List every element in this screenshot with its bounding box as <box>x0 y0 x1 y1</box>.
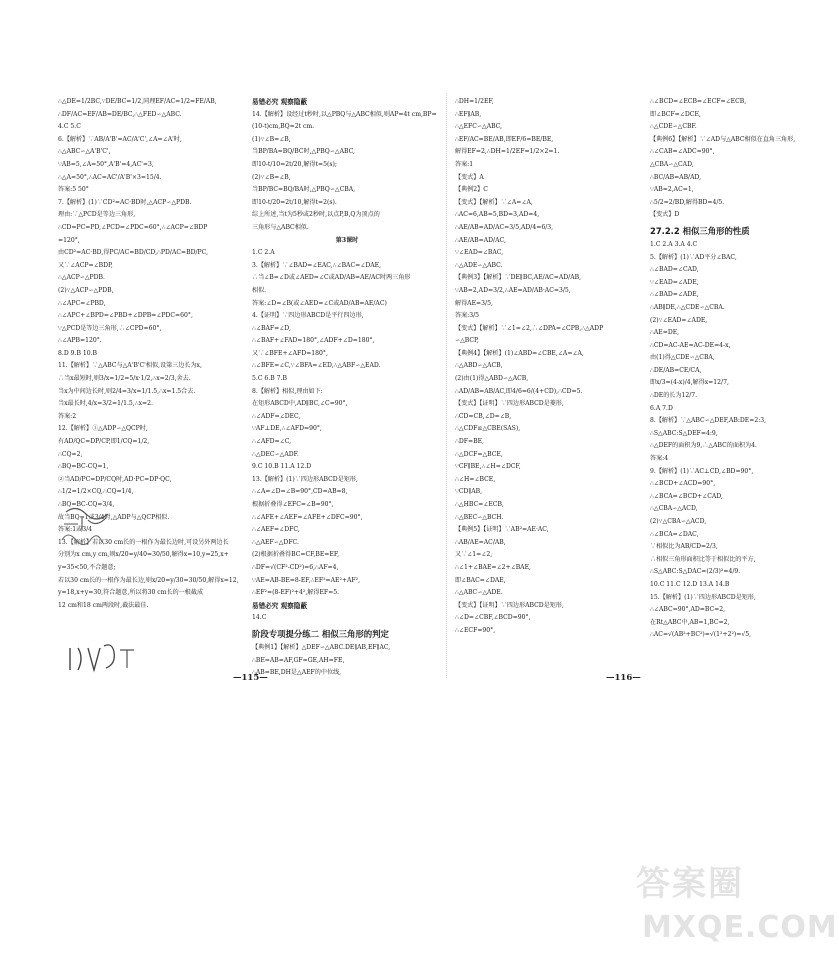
answer-line: 当x为中间边长时,则2/4=3/x=1/1.5,∴x=1.5合去. <box>58 387 196 395</box>
page-number-right: —116— <box>606 673 641 683</box>
answer-line: ∵∠EAD=∠BAC, <box>455 249 504 257</box>
answer-line: 三角形与△ABC相似. <box>252 223 309 231</box>
answer-line: ∴△HBC=∠ECB, <box>455 501 504 508</box>
answer-line: ∴△DE=1/2BC,∵DE/BC=1/2,同理EF/AC=1/2=FE/AB, <box>58 98 217 105</box>
answer-line: ∴△ABC∽△A'B'C', <box>58 148 111 156</box>
answer-line: 答案:3/5 <box>455 312 480 320</box>
answer-line: ∴1/2=1/2×CQ,∴CQ=1/4, <box>58 488 134 496</box>
answer-line: ∴△A=50°,∴AC=AC'/A'B'×3=15/4. <box>58 173 162 181</box>
answer-line: 【变式】【证明】∵四边形ABCD是菱形, <box>455 400 564 408</box>
watermark-logo <box>636 856 838 954</box>
answer-line: ∴∠ECF=90°, <box>455 626 496 634</box>
answer-line: ∵AB=5,∠A=50°,A'B'=4,AC'=3, <box>58 160 154 168</box>
answer-line: 9.C 10.B 11.A 12.D <box>252 463 312 471</box>
answer-line: 易错必究 观察隐蔽 <box>252 98 308 106</box>
watermark-top-text: 答案圈 <box>636 864 744 904</box>
answer-line: ∴△AEF∽△DFC. <box>252 538 299 546</box>
answer-line: ∴△ABC∽△ADE. <box>455 589 503 597</box>
answer-line: ∴AB/AE=AC/AB, <box>455 538 506 546</box>
answer-line: 【变式】【解析】∵∠1=∠2,∴∠DPA=∠CPB,∴△ADP <box>455 324 604 332</box>
answer-line: △CBA∽△CAD, <box>650 160 694 168</box>
answer-line: 在矩形ABCD中,AD∥BC,∠C=90°, <box>252 400 348 408</box>
answer-line: 答案:5 50° <box>58 186 89 194</box>
answer-line: ∴△ABD∽△ACB, <box>455 362 503 370</box>
answer-line: ∴∠BCA=∠BCD+∠CAD, <box>650 492 723 500</box>
answer-line: ∴BQ=BC-CQ=3/4, <box>58 501 115 508</box>
answer-line: (2)∵△CBA∽△ACD, <box>650 518 707 525</box>
answer-line: 相似. <box>252 286 267 294</box>
answer-line: 13.【解析】若以30 cm长的一根作为最长边时,可设另外两边长 <box>58 538 229 546</box>
answer-line: 易错必究 观察隐蔽 <box>252 601 308 610</box>
answer-line: ∴∠BAD=∠ADE, <box>650 291 699 299</box>
answer-line: ∴△CDF≌△CBE(SAS), <box>455 425 521 433</box>
answer-line: ②当AD/PC=DP/CQ时,AD·PC=DP·QC, <box>58 475 172 483</box>
answer-line: 当BP/BA=BQ/BC时,△PBQ∽△ABC, <box>252 148 355 156</box>
answer-line: 1.C 2.A 3.A 4.C <box>650 240 698 248</box>
answer-line: ∴∠1+∠BAE=∠2+∠BAE, <box>455 563 531 571</box>
answer-line: 答案:∠D=∠B(或∠AED=∠C或AD/AB=AE/AC) <box>252 299 387 307</box>
answer-line: 14.【解析】设经过t秒时,以△PBQ与△ABC相似,则AP=4t cm,BP= <box>252 110 437 118</box>
answer-line: (2)根据折叠得BC=CF,BE=EF, <box>252 551 340 559</box>
answer-line: ∴CQ=2, <box>58 450 83 458</box>
answer-line: ∽△BCP, <box>455 337 479 345</box>
answer-line: 故当BQ=1或3/4时,△ADP与△QCP相似. <box>58 513 170 521</box>
answer-line: ∴S△ABC:S△DAC=(2/3)²=4/9. <box>650 568 741 576</box>
page-number-left: —115— <box>233 673 268 683</box>
answer-line: 13.【解析】(1)∵四边形ABCD是矩形, <box>252 475 358 483</box>
answer-line: y=18,x+y=30,符合题意,所以将30 cm长的一根截成 <box>58 589 204 597</box>
answer-line: 6.A 7.D <box>650 404 673 412</box>
watermark-bottom-text: MXQE.COM <box>642 910 838 945</box>
answer-line: 9.【解析】(1)∵AC⊥CD,∠BD=90°, <box>650 467 754 475</box>
answer-line: ∴EF/AC=BE/AB,即EF/6=BE/BE, <box>455 135 554 143</box>
answer-line: ∴∠APB=120°. <box>58 337 102 345</box>
column-divider <box>446 93 447 678</box>
answer-line: ∴AE/AB=AD/AC=3/5,AD/4=6/3, <box>455 223 554 231</box>
answer-line: 15.【解析】(1)∵四边形ABCD是矩形, <box>650 593 756 601</box>
answer-line: ∴△DEF的面积为9,∴△ABC的面积为4. <box>650 442 757 450</box>
answer-line: 即∠BCF=∠DCE, <box>650 110 701 118</box>
answer-line: ∴AC=√(AB²+BC²)=√(1²+2²)=√5, <box>650 631 752 639</box>
answer-line: 8.【解析】∵△ABC∽△DEF,AB:DE=2:3, <box>650 417 767 425</box>
answer-line: 10.C 11.C 12.D 13.A 14.B <box>650 580 730 588</box>
answer-line: 【典例6】【解析】∵∠AD与△ABC相似在直角三角形, <box>650 135 796 143</box>
answer-line: ∴EF∥AB, <box>455 110 482 118</box>
answer-line: 解得EF=2,∴DH=1/2EF=1/2×2=1. <box>455 148 560 156</box>
answer-line: 7.【解析】(1)∵CD²=AC·BD时,△ACP∽△PDB. <box>58 198 192 206</box>
answer-line: ∴BE=AB=AF,GF=GE,AH=FE, <box>252 656 345 664</box>
answer-line: 12 cm和18 cm两段时,截法最佳. <box>58 601 149 609</box>
answer-line: 6.【解析】∵AB/A'B'=AC/A'C',∠A=∠A'时, <box>58 135 182 143</box>
answer-line: 即10-t/10=2t/20,解得t=5(s); <box>252 160 337 168</box>
answer-line: ∴∠ADF=∠DEC, <box>252 412 301 420</box>
answer-line: ∴CD=PC=PD,∠PCD=∠PDC=60°,∴∠ACP=∠BDP <box>58 223 208 231</box>
answer-line: y=35<50,不合题意; <box>58 563 116 571</box>
answer-line: (2)∵△ACP∽△PDB, <box>58 286 114 294</box>
answer-line: 8.D 9.B 10.B <box>58 349 98 357</box>
answer-line: ∴∠BAD=∠CAD, <box>650 266 699 274</box>
answer-line: 8.【解析】相似,理由如下: <box>252 387 323 395</box>
answer-line: 根据折叠得∠EFC=∠B=90°, <box>252 501 334 508</box>
answer-line: ∴AE=DE, <box>650 329 680 337</box>
answer-line: ∴∠ABC=90°,AD=BC=2, <box>650 606 726 614</box>
answer-line: 【典例1】【解析】△DEF∽△ABC.DE∥AB,EF∥AC, <box>252 643 391 651</box>
answer-line: 综上所述,当t为5秒或2秒时,以点P,B,Q为顶点的 <box>252 211 380 219</box>
answer-line: 【变式】A <box>455 173 484 181</box>
answer-line: ∴∠BAF+∠FAD=180°,∠ADF+∠D=180°, <box>252 337 375 345</box>
answer-line: ∴△ADE∽△ABC. <box>455 261 503 269</box>
answer-line: 1.C 2.A <box>252 249 275 257</box>
answer-line: 分别为x cm,y cm,则x/20=y/40=30/50,解得x=10,y=25,x+ <box>58 551 229 559</box>
answer-line: ∴△ACP∽△PDB. <box>58 274 105 282</box>
answer-line: 在Rt△ABC中,AB=1,BC=2, <box>650 618 730 626</box>
answer-line: ∵AB=2,AC=1, <box>650 186 694 194</box>
handwriting-marks <box>60 500 170 680</box>
answer-line: ∴∠AFE+∠AEF=∠AFE+∠DFC=90°, <box>252 513 363 521</box>
answer-line: ∴∠BCD+∠ACD=90°, <box>650 480 716 488</box>
answer-line: 答案:2 <box>58 412 77 420</box>
answer-line: ∴∠APC=∠PBD, <box>58 299 106 307</box>
answer-line: 即x/3=(4-x)/4,解得x=12/7, <box>650 379 729 387</box>
lesson-title: 第3课时 <box>335 236 359 244</box>
answer-line: 【典例5】【证明】∵AB²=AE·AC, <box>455 526 549 534</box>
answer-line: 【变式】D <box>650 211 680 219</box>
answer-line: ∴DF=√(CF²-CD²)=6,∴AF=4, <box>252 563 339 571</box>
answer-column-4 <box>650 96 800 642</box>
answer-column-3 <box>455 96 635 638</box>
answer-line: ∴DF/AC=EF/AB=DE/BC,∴△FED∽△ABC. <box>58 110 182 118</box>
answer-line: 又∵∠1=∠2, <box>455 551 493 559</box>
answer-line: 4.【证明】∵四边形ABCD是平行四边形, <box>252 312 364 320</box>
answer-line: 【典例4】【解析】(1)∠ABD=∠CBE,∠A=∠A, <box>455 349 584 357</box>
answer-line: ∵CF∥BE,∴∠H=∠DCF, <box>455 463 521 471</box>
answer-line: 当x最长时,4/x=3/2=1/1.5,∴x=2. <box>58 400 153 408</box>
answer-line: 当BP/BC=BQ/BA时,△PBQ∽△CBA, <box>252 186 356 194</box>
answer-line: 12.【解析】①△ADP∽△QCP时, <box>58 425 148 433</box>
answer-line: (2)∵∠B=∠B, <box>252 173 291 181</box>
answer-line: ∴∠BCA=∠DAC, <box>650 530 699 538</box>
answer-line: 由CD²=AC·BD,得PC/AC=BD/CD,∴PD/AC=BD/PC, <box>58 249 209 257</box>
answer-line: 14.C <box>252 614 267 622</box>
answer-line: ∴△EFC∽△ABC, <box>455 123 503 131</box>
answer-line: ∵AB=2,AD=3/2,∴AE=AD/AB·AC=3/5, <box>455 286 571 294</box>
answer-line: ∴∠D=∠CBF,∠BCD=90°, <box>455 614 531 622</box>
answer-line: ∴∠AFD=∠C, <box>252 438 292 446</box>
answer-line: ∴AB=BE,DH是△AEF的中位线, <box>252 669 342 677</box>
answer-line: ∵∠EAD=∠ADE, <box>650 278 699 286</box>
answer-line: ∴相似三角形面积比等于相似比的平方, <box>650 555 756 563</box>
answer-line: 【典例2】C <box>455 186 488 194</box>
answer-line: 3.【解析】∵∠BAD=∠EAC,∴∠BAC=∠DAE, <box>252 261 382 269</box>
answer-line: 由(1)得△CDE∽△CBA, <box>650 354 715 362</box>
answer-line: ∴BC/AB=AB/AD, <box>650 173 702 181</box>
answer-line: ∴△DCF=△BCE, <box>455 450 503 458</box>
answer-line: 4.C 5.C <box>58 123 81 131</box>
answer-line: 即10-t/20=2t/10,解得t=2(s). <box>252 198 337 206</box>
answer-line: ∴AD/AB=AB/AC,即4/6=6/(4+CD),∴CD=5. <box>455 387 583 395</box>
answer-line: ∴△CBA∽△ACD, <box>650 505 698 513</box>
answer-line: ∴CD=CB,∠D=∠B, <box>455 412 512 420</box>
answer-line: 【典例3】【解析】∵DE∥BC,AE/AC=AD/AB, <box>455 274 582 282</box>
answer-line: ∵相似比为AB/CD=2/3, <box>650 543 718 551</box>
answer-line: ∴S△ABC:S△DEF=4:9, <box>650 429 718 437</box>
answer-line: ∵AF⊥DE,∴∠AFD=90°, <box>252 425 322 433</box>
answer-line: 理由:∵△PCD是等边三角形, <box>58 211 136 219</box>
answer-line: ∴DH=1/2EF, <box>455 98 494 105</box>
answer-line: ∴AB∥DE,∴△CDE∽△CBA. <box>650 303 725 311</box>
answer-line: ∴DE/AB=CE/CA, <box>650 366 702 374</box>
answer-line: 有AD/QC=DP/CP,即1/CQ=1/2, <box>58 438 150 446</box>
answer-line: (1)∵∠B=∠B, <box>252 135 291 143</box>
answer-line: ∴AC=6,AB=5,BD=3,AD=4, <box>455 211 540 219</box>
answer-line: ∴△DEC∽△ADF. <box>252 450 299 458</box>
answer-line: 11.【解析】∵△ABC与△A'B'C'相似,设第三边长为x, <box>58 362 202 370</box>
answer-line: ∴∠BFE=∠C,∵∠BFA=∠ED,∴△ABF∽△EAD. <box>252 362 381 370</box>
answer-line: 又∵∠BFE+∠AFD=180°, <box>252 349 328 357</box>
answer-line: 【变式】【解析】∵∠A=∠A, <box>455 198 533 206</box>
section-title: 27.2.2 相似三角形的性质 <box>650 225 750 236</box>
answer-line: (2)由(1)得△ABD∽△ACB, <box>455 375 529 383</box>
answer-line: ∴∠AEF=∠DFC, <box>252 526 300 534</box>
answer-line: ∴CD=AC-AE=AC-DE=4-x, <box>650 341 731 349</box>
answer-line: 5.【解析】(1)∵AD平分∠BAC, <box>650 253 737 261</box>
answer-line: ∴∠BAF=∠D, <box>252 324 291 332</box>
answer-line: ∴EF²=(8-EF)²+4²,解得EF=5. <box>252 589 340 597</box>
answer-line: 解得AE=3/5, <box>455 299 493 307</box>
answer-line: =120°, <box>58 236 80 244</box>
answer-line: ∴DE的长为12/7. <box>650 392 698 400</box>
answer-line: (2)∵∠EAD=∠ADE, <box>650 316 708 324</box>
answer-line: ∴∠A=∠D=∠B=90°,CD=AB=8, <box>252 488 348 496</box>
answer-line: ∴∠H=∠BCE, <box>455 475 496 483</box>
answer-line: ∵CD∥AB, <box>455 488 483 496</box>
answer-column-2 <box>252 96 442 680</box>
answer-line: ∴△CDE∽△CBF. <box>650 123 697 131</box>
answer-line: ∴当∠B=∠D或∠AED=∠C或AD/AB=AE/AC时两三角形 <box>252 274 411 282</box>
section-title: 阶段专项提分练二 相似三角形的判定 <box>252 628 389 639</box>
answer-line: 5.C 6.B 7.B <box>252 375 287 383</box>
answer-line: ∴∠BCD=∠ECB=∠ECF=∠ECB, <box>650 98 747 105</box>
answer-line: 答案:1或3/4 <box>58 526 93 534</box>
answer-line: 答案:4 <box>650 455 669 463</box>
answer-line: ∴当x最短时,则3/x=1/2=5/x·1/2,∴x=2/3,舍去. <box>58 375 191 383</box>
answer-line: ∵△PCD是等边三角形,∴∠CPD=60°, <box>58 324 162 332</box>
answer-line: 若以30 cm长的一根作为最长边,则x/20=y/30=30/50,解得x=12, <box>58 576 239 584</box>
answer-line: ∴5/2=2/BD,解得BD=4/5. <box>650 198 725 206</box>
answer-line: ∴BQ=BC-CQ=1, <box>58 463 109 471</box>
answer-line: ∴AE/AB=AD/AC, <box>455 236 506 244</box>
answer-line: 答案:1 <box>455 160 474 168</box>
answer-line: ∴∠CAB=∠ADC=90°, <box>650 148 715 156</box>
answer-line: 又∵∠ACP=∠BDP, <box>58 261 113 269</box>
answer-line: ∵AE=AB-BE=8-EF,∴EF²=AE²+AF², <box>252 576 361 584</box>
answer-line: 即∠BAC=∠DAE, <box>455 576 506 584</box>
answer-line: ∴∠APC+∠BPD=∠PBD+∠DPB=∠PDC=60°, <box>58 312 193 320</box>
answer-line: ∴DF=BE, <box>455 438 484 446</box>
answer-line: 【变式】【证明】∵四边形ABCD是矩形, <box>455 601 564 609</box>
answer-line: ∴△BEC∽△BCH. <box>455 513 504 521</box>
answer-line: (10-t)cm,BQ=2t cm. <box>252 123 315 131</box>
